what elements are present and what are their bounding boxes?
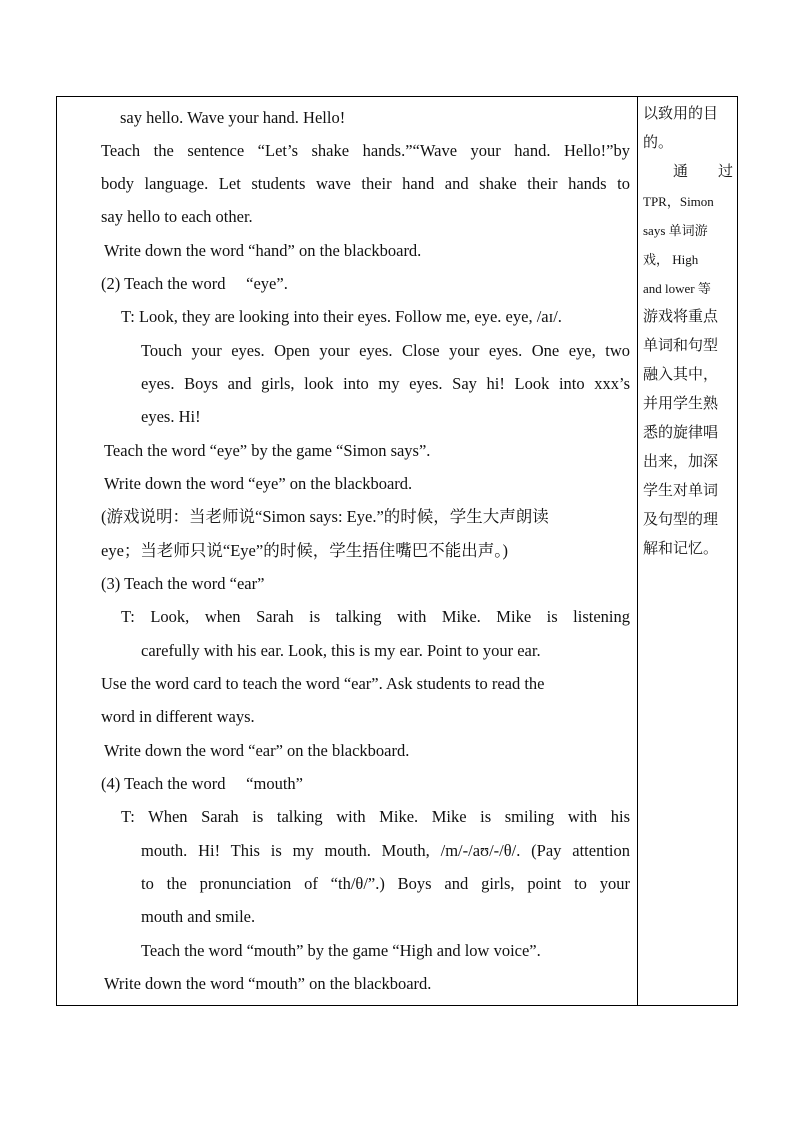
side-line: 以致用的目 xyxy=(643,106,719,122)
text-line: mouth. Hi! This is my mouth. Mouth, /m/-/aʊ/-/θ/. (Pay attention xyxy=(141,841,630,860)
text-line: Write down the word “eye” on the blackboard. xyxy=(104,474,413,493)
text-line: Teach the word “mouth” by the game “High and low voice”. xyxy=(141,941,541,960)
text-line: T: When Sarah is talking with Mike. Mike is smiling with his xyxy=(121,807,630,826)
column-divider xyxy=(637,97,638,1005)
section-heading: (4) Teach the word “mouth” xyxy=(101,774,303,793)
text-line: body language. Let students wave their hand and shake their hands to xyxy=(101,174,630,193)
side-line: 戏， High xyxy=(643,252,699,267)
text-line: Write down the word “ear” on the blackboard. xyxy=(104,741,410,760)
side-line: 并用学生熟 xyxy=(643,396,719,412)
text-line: T: Look, they are looking into their eyes. Follow me, eye. eye, /aɪ/. xyxy=(121,307,562,326)
side-line: 及句型的理 xyxy=(643,512,719,528)
text-line: Write down the word “hand” on the blackboard. xyxy=(104,241,422,260)
side-line: 融入其中， xyxy=(643,367,719,383)
side-line: 的。 xyxy=(643,135,674,151)
side-line: 单词和句型 xyxy=(643,338,719,354)
game-note-line: eye；当老师只说“Eye”的时候，学生捂住嘴巴不能出声。) xyxy=(101,541,508,560)
text-line: eyes. Boys and girls, look into my eyes. Say hi! Look into xxx’s xyxy=(141,374,630,393)
lesson-table xyxy=(56,96,738,1006)
side-line: TPR，Simon xyxy=(643,194,714,209)
side-line: 学生对单词 xyxy=(643,483,719,499)
section-heading: (2) Teach the word “eye”. xyxy=(101,274,288,293)
side-line: 悉的旋律唱 xyxy=(643,425,719,441)
text-line: to the pronunciation of “th/θ/”.) Boys and girls, point to your xyxy=(141,874,630,893)
text-line: T: Look, when Sarah is talking with Mike. Mike is listening xyxy=(121,607,630,626)
side-line: 游戏将重点 xyxy=(643,309,719,325)
text-line: Use the word card to teach the word “ear”. Ask students to read the xyxy=(101,674,545,693)
text-line: eyes. Hi! xyxy=(141,407,201,426)
side-line: 解和记忆。 xyxy=(643,541,719,557)
side-line: and lower 等 xyxy=(643,281,711,296)
side-line: says 单词游 xyxy=(643,223,708,238)
text-line: mouth and smile. xyxy=(141,907,256,926)
text-line: Teach the word “eye” by the game “Simon says”. xyxy=(104,441,431,460)
side-line: 通 过 xyxy=(673,164,734,180)
game-note-line: (游戏说明：当老师说“Simon says: Eye.”的时候，学生大声朗读 xyxy=(101,507,549,526)
text-line: Write down the word “mouth” on the blackboard. xyxy=(104,974,432,993)
text-line: say hello. Wave your hand. Hello! xyxy=(120,108,346,127)
text-line: Teach the sentence “Let’s shake hands.”“Wave your hand. Hello!”by xyxy=(101,141,630,160)
side-line: 出来，加深 xyxy=(643,454,719,470)
text-line: say hello to each other. xyxy=(101,207,253,226)
section-heading: (3) Teach the word “ear” xyxy=(101,574,265,593)
text-line: Touch your eyes. Open your eyes. Close your eyes. One eye, two xyxy=(141,341,630,360)
text-line: carefully with his ear. Look, this is my ear. Point to your ear. xyxy=(141,641,541,660)
text-line: word in different ways. xyxy=(101,707,255,726)
